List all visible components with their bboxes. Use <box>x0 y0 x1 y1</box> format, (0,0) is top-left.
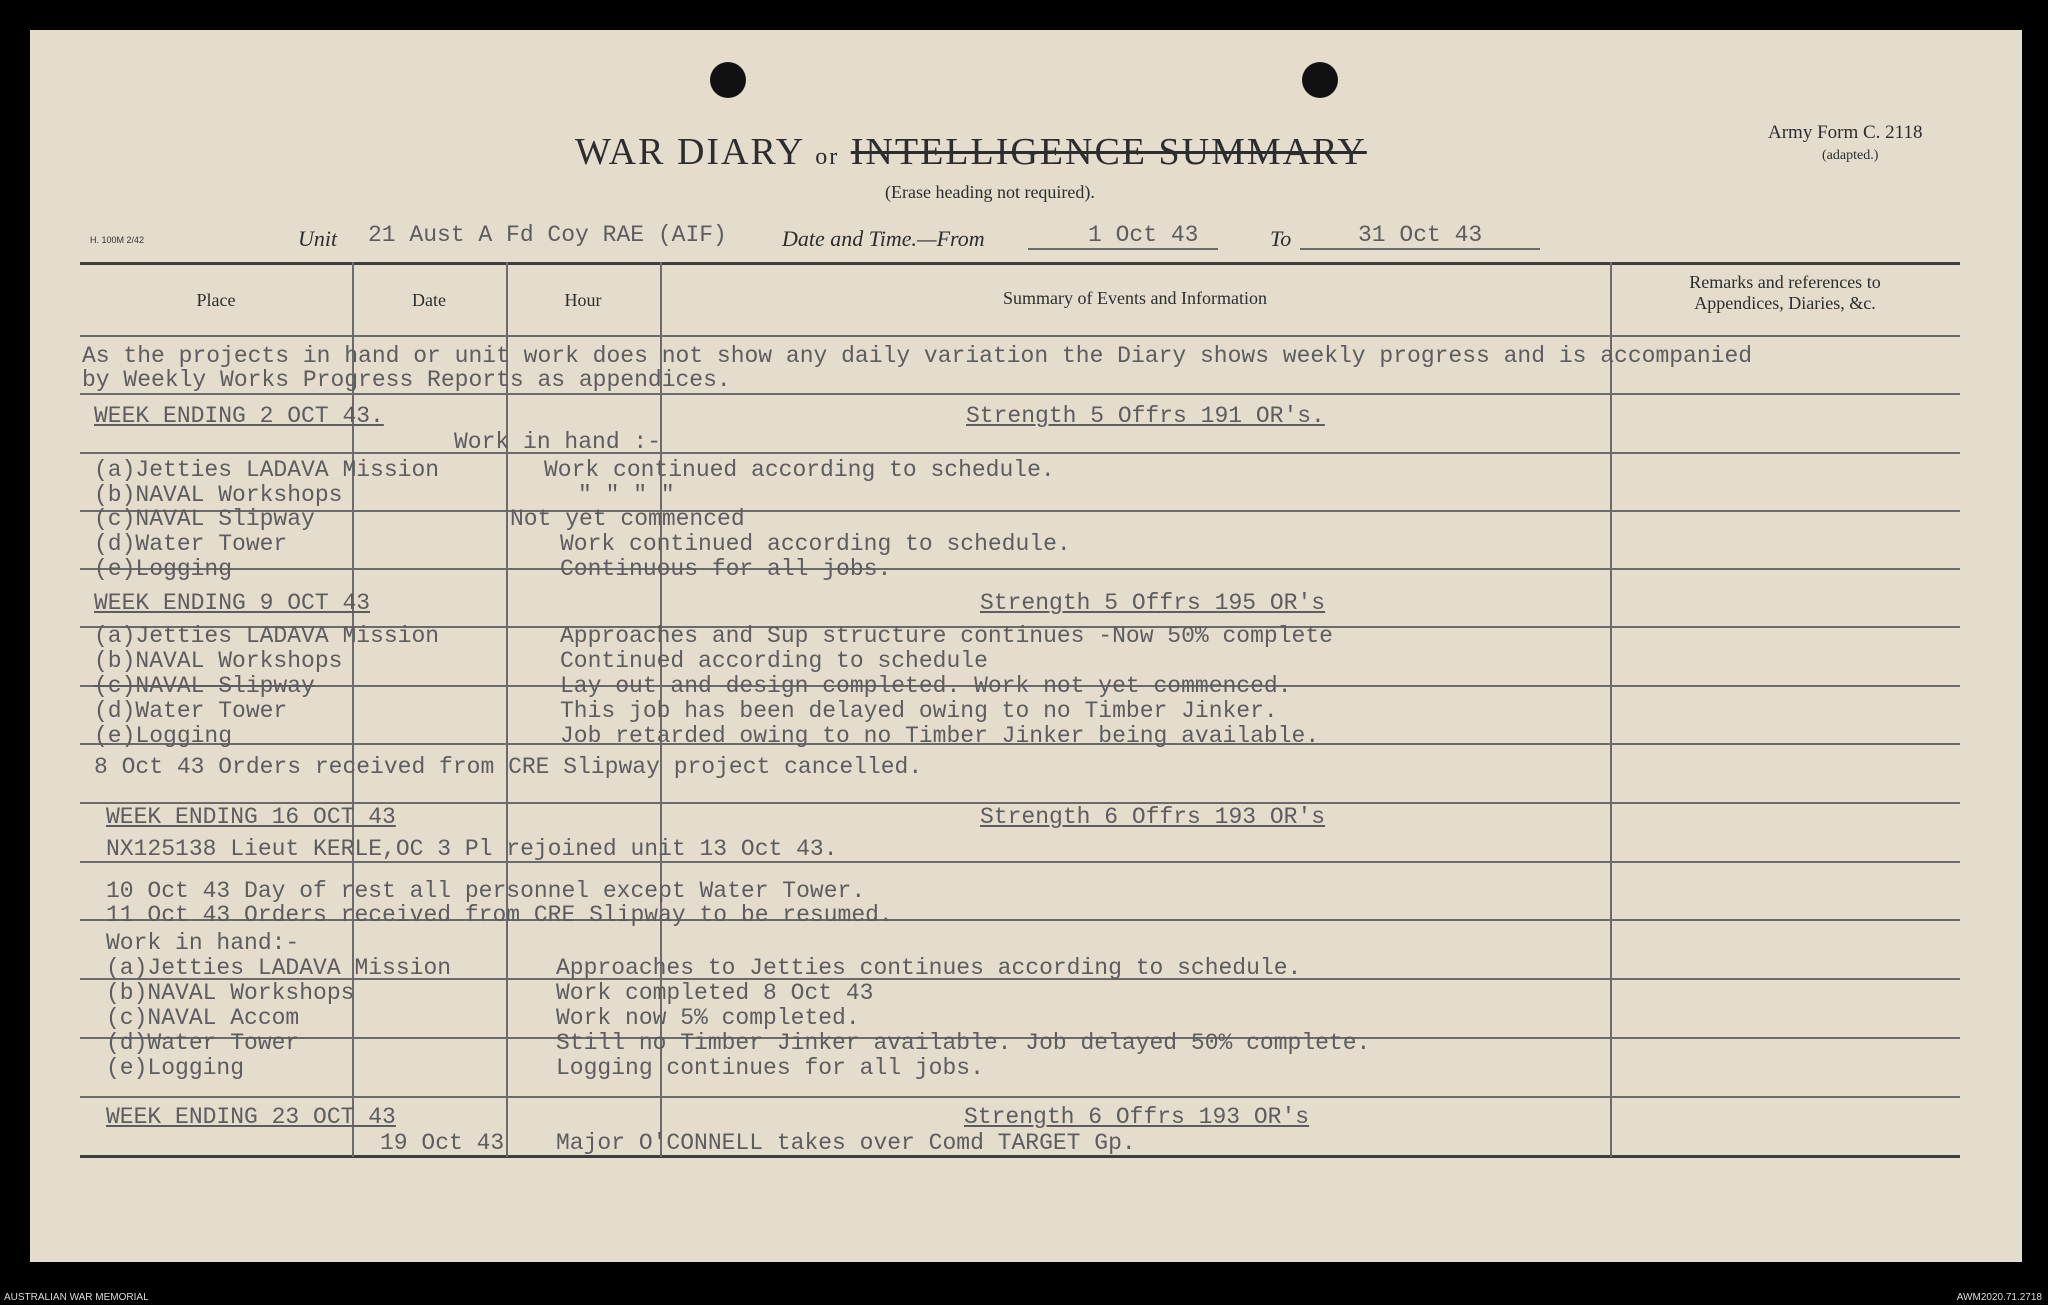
week3-rest: 10 Oct 43 Day of rest all personnel except Water Tower. <box>106 878 866 904</box>
title-or: or <box>815 144 840 170</box>
week3-rejoin: NX125138 Lieut KERLE,OC 3 Pl rejoined unit 13 Oct 43. <box>106 836 838 862</box>
form-title <box>575 130 1367 174</box>
week4-date: 19 Oct 43 <box>380 1130 505 1156</box>
unit-value: 21 Aust A Fd Coy RAE (AIF) <box>368 222 727 248</box>
week1-place-a: (a)Jetties LADAVA Mission <box>94 457 440 483</box>
week2-place-c: (c)NAVAL Slipway <box>94 673 315 699</box>
week3-place-e: (e)Logging <box>106 1055 245 1081</box>
punch-hole-left <box>710 62 746 98</box>
week1-strength: Strength 5 Offrs 191 OR's. <box>966 403 1325 429</box>
week1-work-in-hand: Work in hand :- <box>454 429 662 455</box>
date-label: Date and Time.—From <box>782 226 985 251</box>
col-header-remarks <box>1610 272 1960 314</box>
punch-hole-right <box>1302 62 1338 98</box>
week3-summary-d: Still no Timber Jinker available. Job delayed 50% complete. <box>556 1030 1371 1056</box>
week2-summary-c: Lay out and design completed. Work not yet commenced. <box>560 673 1292 699</box>
footer-accession: AWM2020.71.2718 <box>1956 1292 2042 1303</box>
army-form-number: Army Form C. 2118 <box>1768 122 1923 143</box>
col-header-hour: Hour <box>564 290 602 310</box>
week3-place-b: (b)NAVAL Workshops <box>106 980 355 1006</box>
week1-place-e: (e)Logging <box>94 556 233 582</box>
title-war-diary: WAR DIARY <box>575 131 804 173</box>
date-to: 31 Oct 43 <box>1358 222 1483 248</box>
week2-heading: WEEK ENDING 9 OCT 43 <box>94 590 371 616</box>
col-header-date: Date <box>412 290 446 310</box>
week1-summary-b: " " " " <box>578 482 675 508</box>
remarks-header-line2: Appendices, Diaries, &c. <box>1694 293 1876 313</box>
week1-place-b: (b)NAVAL Workshops <box>94 482 343 508</box>
week3-summary-e: Logging continues for all jobs. <box>556 1055 984 1081</box>
week2-place-e: (e)Logging <box>94 723 233 749</box>
week1-summary-e: Continuous for all jobs. <box>560 556 892 582</box>
footer-source: AUSTRALIAN WAR MEMORIAL <box>4 1292 149 1303</box>
week3-place-c: (c)NAVAL Accom <box>106 1005 300 1031</box>
week2-note: 8 Oct 43 Orders received from CRE Slipway project cancelled. <box>94 754 923 780</box>
week1-heading: WEEK ENDING 2 OCT 43. <box>94 403 384 429</box>
unit-label: Unit <box>298 226 338 251</box>
week2-place-b: (b)NAVAL Workshops <box>94 648 343 674</box>
week3-work-in-hand: Work in hand:- <box>106 930 300 956</box>
table-top-border <box>80 262 1960 265</box>
erase-note: (Erase heading not required). <box>885 182 1095 202</box>
week2-summary-d: This job has been delayed owing to no Timber Jinker. <box>560 698 1278 724</box>
week2-summary-b: Continued according to schedule <box>560 648 988 674</box>
week4-strength: Strength 6 Offrs 193 OR's <box>964 1104 1310 1130</box>
week1-summary-d: Work continued according to schedule. <box>560 531 1071 557</box>
week3-orders: 11 Oct 43 Orders received from CRE Slipway to be resumed. <box>106 902 893 928</box>
week3-summary-b: Work completed 8 Oct 43 <box>556 980 874 1006</box>
week3-summary-c: Work now 5% completed. <box>556 1005 860 1031</box>
week2-strength: Strength 5 Offrs 195 OR's <box>980 590 1326 616</box>
week2-summary-e: Job retarded owing to no Timber Jinker being available. <box>560 723 1320 749</box>
week2-summary-a: Approaches and Sup structure continues -Now 50% complete <box>560 623 1333 649</box>
print-code: H. 100M 2/42 <box>90 235 145 245</box>
col-header-place: Place <box>196 290 236 310</box>
week1-place-d: (d)Water Tower <box>94 531 288 557</box>
week3-summary-a: Approaches to Jetties continues according to schedule. <box>556 955 1302 981</box>
week4-heading: WEEK ENDING 23 OCT 43 <box>106 1104 396 1130</box>
week2-place-d: (d)Water Tower <box>94 698 288 724</box>
remarks-header-line1: Remarks and references to <box>1689 272 1881 292</box>
col-header-summary: Summary of Events and Information <box>1003 288 1267 308</box>
week1-summary-c: Not yet commenced <box>510 506 745 532</box>
week3-place-d: (d)Water Tower <box>106 1030 300 1056</box>
date-from: 1 Oct 43 <box>1088 222 1199 248</box>
col-divider-place <box>352 262 354 1157</box>
week2-place-a: (a)Jetties LADAVA Mission <box>94 623 440 649</box>
army-form-adapted: (adapted.) <box>1822 148 1879 163</box>
title-intelligence-summary: INTELLIGENCE SUMMARY <box>850 131 1367 173</box>
week4-entry: Major O'CONNELL takes over Comd TARGET Gp. <box>556 1130 1136 1156</box>
week3-place-a: (a)Jetties LADAVA Mission <box>106 955 452 981</box>
intro-line-1: As the projects in hand or unit work does not show any daily variation the Diary shows weekly progress and is accompanied <box>82 343 1753 369</box>
week3-strength: Strength 6 Offrs 193 OR's <box>980 804 1326 830</box>
week1-place-c: (c)NAVAL Slipway <box>94 506 315 532</box>
col-divider-summary <box>1610 262 1612 1157</box>
intro-line-2: by Weekly Works Progress Reports as appendices. <box>82 367 731 393</box>
week3-heading: WEEK ENDING 16 OCT 43 <box>106 804 396 830</box>
to-label: To <box>1270 226 1292 251</box>
week1-summary-a: Work continued according to schedule. <box>544 457 1055 483</box>
diary-page <box>30 30 2022 1262</box>
col-divider-date <box>506 262 508 1157</box>
